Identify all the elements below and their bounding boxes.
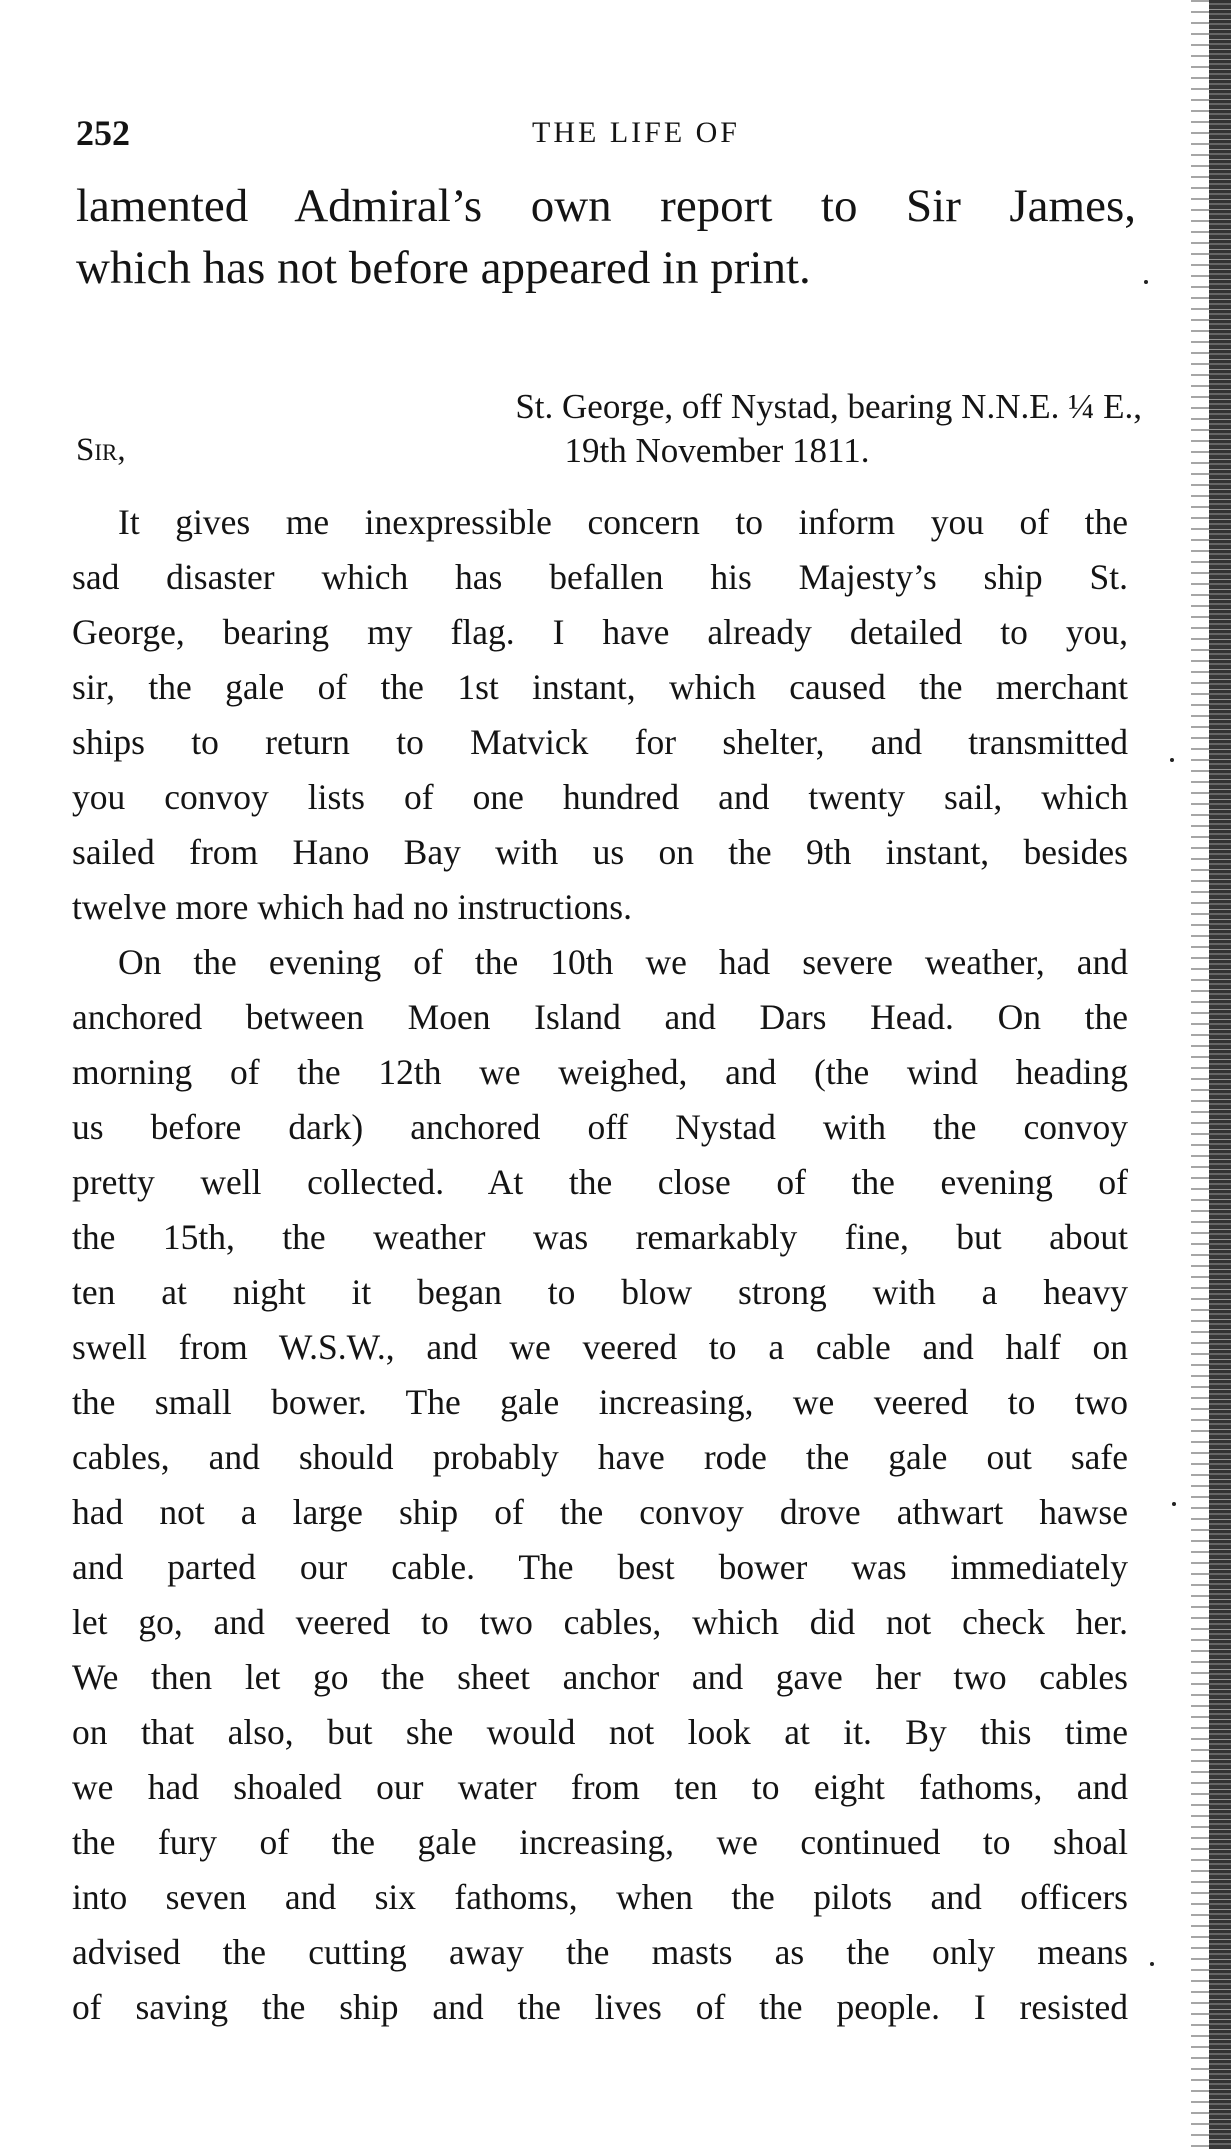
dateline-date: 19th November 1811. — [564, 431, 870, 470]
text-line: anchored between Moen Island and Dars Head. On the — [72, 997, 1128, 1037]
text-line: you convoy lists of one hundred and twenty sail, which — [72, 777, 1128, 817]
text-line: pretty well collected. At the close of the evening of — [72, 1162, 1128, 1202]
intro-line: which has not before appeared in print. — [76, 242, 811, 294]
intro-text — [76, 175, 1136, 299]
text-line: George, bearing my flag. I have already detailed to you, — [72, 612, 1128, 652]
text-line: let go, and veered to two cables, which did not check her. — [72, 1602, 1128, 1642]
text-line: ten at night it began to blow strong with a heavy — [72, 1272, 1128, 1312]
text-line: the 15th, the weather was remarkably fine, but about — [72, 1217, 1128, 1257]
text-line: we had shoaled our water from ten to eight fathoms, and — [72, 1767, 1128, 1807]
text-line: sailed from Hano Bay with us on the 9th instant, besides — [72, 832, 1128, 872]
text-line: On the evening of the 10th we had severe weather, and — [118, 942, 1128, 982]
text-line: on that also, but she would not look at it. By this time — [72, 1712, 1128, 1752]
page-header — [76, 112, 1136, 164]
scan-speck — [1172, 1502, 1176, 1506]
scan-speck — [1150, 1962, 1154, 1966]
text-line: and parted our cable. The best bower was immediately — [72, 1547, 1128, 1587]
page-number: 252 — [76, 113, 130, 153]
text-line: advised the cutting away the masts as the only means — [72, 1932, 1128, 1972]
text-line: had not a large ship of the convoy drove athwart hawse — [72, 1492, 1128, 1532]
scan-speck — [1170, 758, 1174, 762]
letter-body — [72, 495, 1128, 2035]
text-line: the fury of the gale increasing, we continued to shoal — [72, 1822, 1128, 1862]
text-line: twelve more which had no instructions. — [72, 887, 632, 927]
text-line: us before dark) anchored off Nystad with the convoy — [72, 1107, 1128, 1147]
text-line: sir, the gale of the 1st instant, which caused the merchant — [72, 667, 1128, 707]
text-line: sad disaster which has befallen his Majesty’s ship St. — [72, 557, 1128, 597]
text-line: It gives me inexpressible concern to inform you of the — [118, 502, 1128, 542]
text-line: cables, and should probably have rode the gale out safe — [72, 1437, 1128, 1477]
letter-salutation: Sir, — [76, 432, 126, 468]
paragraph — [72, 935, 1128, 2035]
dateline-place: St. George, off Nystad, bearing N.N.E. ¼ E., — [515, 387, 1142, 426]
text-line: of saving the ship and the lives of the people. I resisted — [72, 1987, 1128, 2027]
letter-dateline — [372, 385, 1142, 473]
text-line: We then let go the sheet anchor and gave her two cables — [72, 1657, 1128, 1697]
text-line: swell from W.S.W., and we veered to a cable and half on — [72, 1327, 1128, 1367]
running-head: THE LIFE OF — [532, 116, 740, 149]
paragraph — [72, 495, 1128, 935]
text-line: into seven and six fathoms, when the pilots and officers — [72, 1877, 1128, 1917]
text-line: ships to return to Matvick for shelter, and transmitted — [72, 722, 1128, 762]
intro-line: lamented Admiral’s own report to Sir James, — [76, 180, 1136, 232]
text-line: morning of the 12th we weighed, and (the wind heading — [72, 1052, 1128, 1092]
page-edge-shadow — [1209, 0, 1231, 2149]
page-edge-fade — [1191, 0, 1209, 2149]
scan-speck — [1144, 280, 1148, 284]
text-line: the small bower. The gale increasing, we veered to two — [72, 1382, 1128, 1422]
